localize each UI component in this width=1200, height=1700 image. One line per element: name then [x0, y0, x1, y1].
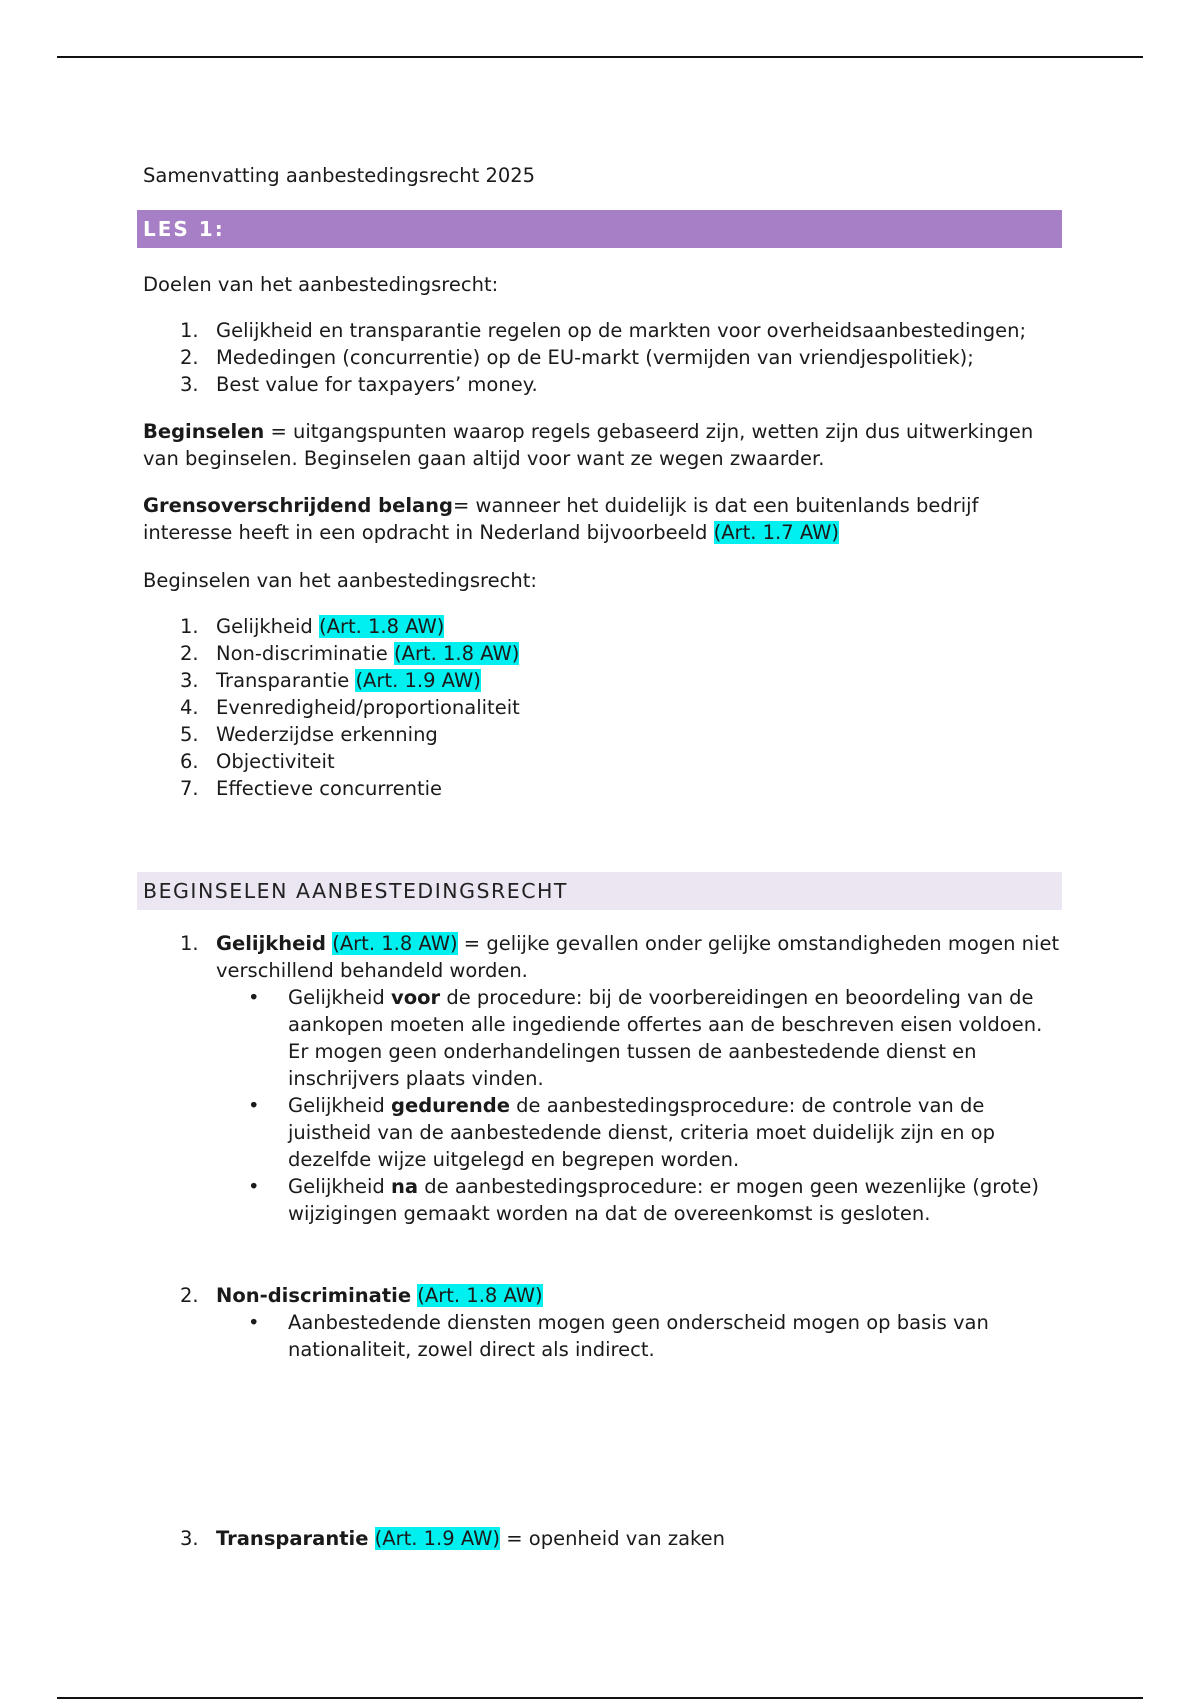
bullet-item: • Gelijkheid voor de procedure: bij de voorbereidingen en beoordeling van de aankopen moeten alle ingediende offertes aan de beschreven eisen voldoen. Er mogen geen onderhandelingen tussen de aanbestedende dienst en inschrijvers plaats vinden.: [248, 986, 1043, 1090]
beginselen-definition: Beginselen = uitgangspunten waarop regels gebaseerd zijn, wetten zijn dus uitwerkingen van beginselen. Beginselen gaan altijd voor want ze wegen zwaarder.: [143, 420, 1034, 470]
beginselen-list: [143, 613, 1063, 802]
bullet-item: • Gelijkheid na de aanbestedingsprocedure: er mogen geen wezenlijke (grote) wijzigingen gemaakt worden na dat de overeenkomst is gesloten.: [248, 1175, 1040, 1225]
goals-list: [143, 317, 1063, 398]
article-reference: (Art. 1.8 AW): [394, 642, 520, 665]
principle-item: 7. Effectieve concurrentie: [180, 777, 443, 800]
principle-item: 4. Evenredigheid/proportionaliteit: [180, 696, 520, 719]
principle-detail-gelijkheid: [143, 930, 1063, 1227]
article-reference: (Art. 1.9 AW): [355, 669, 481, 692]
document-title: Samenvatting aanbestedingsrecht 2025: [143, 164, 536, 187]
principle-detail-transparantie: [143, 1525, 1063, 1552]
bullet-item: • Gelijkheid gedurende de aanbestedingsprocedure: de controle van de juistheid van de aanbestedende dienst, criteria moet duidelijk zijn en op dezelfde wijze uitgelegd en begrepen worden.: [248, 1094, 995, 1171]
principle-item: 3. Transparantie (Art. 1.9 AW): [180, 669, 481, 692]
bullet-icon: •: [248, 1094, 260, 1117]
article-reference: (Art. 1.8 AW): [417, 1284, 543, 1307]
principle-detail-non-discriminatie: [143, 1282, 1063, 1363]
lesson-banner: LES 1:: [137, 210, 1062, 248]
section-heading: BEGINSELEN AANBESTEDINGSRECHT: [137, 872, 1062, 910]
article-reference: (Art. 1.8 AW): [319, 615, 445, 638]
principle-heading: 1. Gelijkheid (Art. 1.8 AW) = gelijke gevallen onder gelijke omstandigheden mogen niet verschillend behandeld worden.: [180, 932, 1060, 982]
principle-item: 2. Non-discriminatie (Art. 1.8 AW): [180, 642, 520, 665]
bullet-icon: •: [248, 1175, 260, 1198]
article-reference: (Art. 1.8 AW): [332, 932, 458, 955]
bullet-icon: •: [248, 986, 260, 1009]
principle-item: 5. Wederzijdse erkenning: [180, 723, 438, 746]
principle-item: 6. Objectiviteit: [180, 750, 335, 773]
goals-intro: Doelen van het aanbestedingsrecht:: [143, 273, 499, 296]
header-rule: [57, 56, 1143, 58]
article-reference: (Art. 1.7 AW): [713, 521, 839, 544]
bullet-item: • Aanbestedende diensten mogen geen onderscheid mogen op basis van nationaliteit, zowel direct als indirect.: [248, 1311, 989, 1361]
goal-item: 1. Gelijkheid en transparantie regelen op de markten voor overheidsaanbestedingen;: [180, 319, 1027, 342]
grens-definition: Grensoverschrijdend belang= wanneer het duidelijk is dat een buitenlands bedrijf interesse heeft in een opdracht in Nederland bijvoorbeeld (Art. 1.7 AW): [143, 494, 979, 544]
goal-item: 2. Mededingen (concurrentie) op de EU-markt (vermijden van vriendjespolitiek);: [180, 346, 974, 369]
term: Grensoverschrijdend belang: [143, 494, 454, 517]
article-reference: (Art. 1.9 AW): [374, 1527, 501, 1550]
goal-item: 3. Best value for taxpayers’ money.: [180, 373, 538, 396]
principle-heading: 2. Non-discriminatie (Art. 1.8 AW): [180, 1284, 543, 1307]
bullet-icon: •: [248, 1311, 260, 1334]
principle-item: 1. Gelijkheid (Art. 1.8 AW): [180, 615, 445, 638]
principle-heading: 3. Transparantie (Art. 1.9 AW) = openheid van zaken: [180, 1527, 725, 1550]
beginselen-intro: Beginselen van het aanbestedingsrecht:: [143, 569, 537, 592]
footer-rule: [57, 1697, 1143, 1699]
term: Beginselen: [143, 420, 265, 443]
